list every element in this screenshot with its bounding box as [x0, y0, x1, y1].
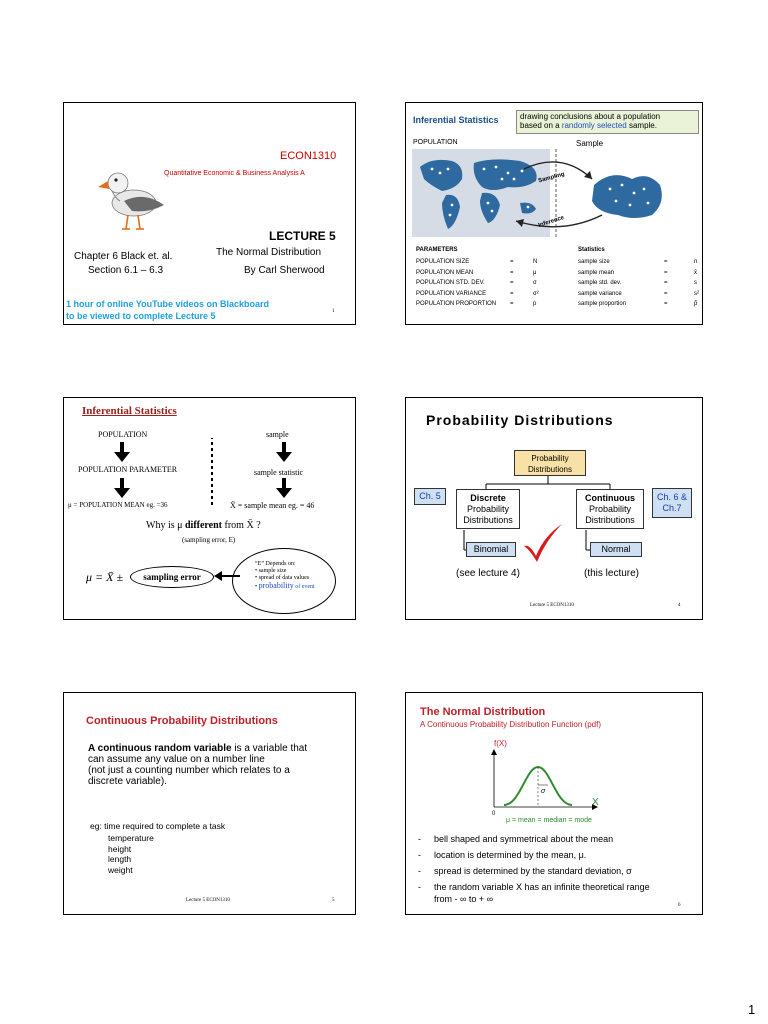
root-box: Probability Distributions	[514, 450, 586, 476]
bullet-dash: -	[418, 834, 421, 844]
equals-sign: =	[510, 259, 514, 265]
normal-box: Normal	[590, 542, 642, 557]
equals-sign: =	[664, 259, 668, 265]
ch5-box: Ch. 5	[414, 488, 446, 505]
slide-page-number: 6	[678, 903, 681, 908]
statistic-symbol: s²	[694, 290, 699, 297]
section-ref: Section 6.1 – 6.3	[88, 265, 164, 276]
puffin-image	[94, 161, 169, 233]
y-axis-label: f(X)	[494, 739, 507, 748]
lecture-author: By Carl Sherwood	[244, 265, 325, 276]
slide-5	[63, 692, 356, 915]
definition-callout	[516, 110, 699, 134]
sample-label: Sample	[576, 139, 604, 148]
equals-sign: =	[664, 301, 668, 307]
inference-arrow-label: Inference	[537, 215, 565, 229]
depends-title: “E” Depends on:	[255, 561, 296, 567]
slide-page-number: 1	[332, 309, 335, 314]
parameter-name: POPULATION VARIANCE	[416, 290, 487, 297]
property-bullet: the random variable X has an infinite theoretical range	[434, 882, 650, 892]
slide-title: Continuous Probability Distributions	[86, 715, 278, 727]
parameter-name: POPULATION STD. DEV.	[416, 280, 485, 286]
ch67-box: Ch. 6 & Ch.7	[652, 488, 692, 518]
slide-2	[405, 102, 703, 325]
property-bullet: spread is determined by the standard deviation, σ	[434, 866, 632, 876]
sampling-arrow-label: Sampling	[537, 171, 566, 185]
slide-footer: Lecture 5 ECON1310	[530, 603, 574, 608]
bullet-dash: -	[418, 850, 421, 860]
continuous-box: Continuous Probability Distributions	[576, 489, 644, 529]
slide-title: Inferential Statistics	[413, 115, 499, 125]
example-list	[108, 833, 154, 875]
callout-line1: drawing conclusions about a population	[520, 112, 661, 121]
discrete-box: Discrete Probability Distributions	[456, 489, 520, 529]
this-lecture-note: (this lecture)	[584, 568, 640, 579]
parameter-symbol: μ	[533, 269, 537, 276]
depends-oval	[232, 548, 336, 614]
origin-label: 0	[492, 811, 496, 817]
sample-statistic-text: sample statistic	[254, 468, 304, 477]
see-lecture-note: (see lecture 4)	[456, 568, 520, 579]
parameter-symbol: σ	[533, 280, 537, 286]
slide-title: Probability Distributions	[426, 412, 614, 428]
statistic-symbol: n	[694, 259, 698, 265]
course-subtitle: Quantitative Economic & Business Analysis A	[164, 170, 305, 177]
population-label: POPULATION	[413, 139, 458, 146]
depends-item: • spread of data values	[255, 575, 310, 581]
binomial-box: Binomial	[466, 542, 516, 557]
example-item: temperature	[108, 833, 154, 843]
equals-sign: =	[664, 280, 668, 286]
lecture-topic: The Normal Distribution	[216, 247, 322, 258]
example-item: height	[108, 843, 132, 854]
error-formula: μ = X̄ ±	[86, 570, 124, 584]
slide-footer: Lecture 5 ECON1310	[186, 898, 230, 903]
bullet-dash: -	[418, 882, 421, 892]
callout-highlight: randomly selected	[561, 121, 627, 130]
property-bullet: location is determined by the mean, μ.	[434, 850, 587, 860]
slide-4	[405, 397, 703, 620]
normal-curve-diagram	[486, 749, 606, 811]
online-note-line2: to be viewed to complete Lecture 5	[66, 311, 216, 321]
depends-item: • sample size	[255, 568, 287, 574]
statistics-header: Statistics	[578, 247, 605, 253]
sampling-error-note: (sampling error, E)	[182, 536, 236, 544]
property-bullet: bell shaped and symmetrical about the mean	[434, 834, 614, 844]
parameter-name: POPULATION MEAN	[416, 269, 474, 276]
depends-item: • probability of event	[255, 581, 315, 590]
slide-page-number: 5	[332, 898, 335, 903]
why-question: Why is μ different from X̄ ?	[146, 520, 261, 531]
slide-1	[63, 102, 356, 325]
equals-sign: =	[510, 290, 514, 297]
equals-sign: =	[664, 290, 668, 297]
definition-text: A continuous random variable is a variable that can assume any value on a number line (not just a counting number which relates to a discrete variable).	[88, 743, 308, 787]
range-line: from - ∞ to + ∞	[434, 894, 494, 904]
parameter-name: POPULATION SIZE	[416, 259, 470, 265]
document-page-number: 1	[748, 1002, 756, 1017]
lecture-number: LECTURE 5	[269, 229, 336, 243]
parameter-name: POPULATION PROPORTION	[416, 301, 497, 307]
slide-title: The Normal Distribution	[420, 706, 546, 718]
population-sample-map	[412, 149, 698, 239]
equals-sign: =	[510, 280, 514, 286]
slide-subtitle: A Continuous Probability Distribution Function (pdf)	[420, 720, 601, 729]
mean-label: μ = mean = median = mode	[506, 817, 592, 824]
statistic-name: sample std. dev.	[578, 280, 622, 286]
chapter-ref: Chapter 6 Black et. al.	[74, 251, 173, 262]
x-axis-label: X	[592, 797, 599, 808]
example-item: length	[108, 854, 132, 864]
checkmark-icon	[520, 522, 564, 564]
mu-definition: μ = POPULATION MEAN eg. =36	[68, 501, 168, 509]
online-note-line1: 1 hour of online YouTube videos on Blackboard	[66, 299, 270, 309]
equals-sign: =	[510, 269, 514, 276]
equals-sign: =	[664, 269, 668, 276]
callout-line2: based on a randomly selected sample.	[520, 121, 657, 130]
sigma-label: σ	[541, 788, 546, 795]
statistic-name: sample mean	[578, 269, 615, 276]
statistic-symbol: p̂	[694, 301, 698, 307]
course-code: ECON1310	[280, 150, 337, 162]
bullet-dash: -	[418, 866, 421, 876]
slide-title: Inferential Statistics	[82, 405, 177, 417]
statistic-symbol: s	[694, 280, 697, 286]
population-text: POPULATION	[98, 430, 148, 439]
slide-page-number: 4	[678, 603, 681, 608]
statistic-symbol: x̄	[694, 269, 697, 276]
parameter-symbol: N	[533, 259, 538, 265]
parameter-symbol: p	[533, 301, 537, 307]
sample-text: sample	[266, 430, 289, 439]
statistic-name: sample size	[578, 259, 610, 265]
parameter-symbol: σ²	[533, 290, 539, 297]
statistic-name: sample proportion	[578, 301, 627, 307]
xbar-definition: X̄ = sample mean eg. = 46	[230, 501, 315, 510]
slide-6	[405, 692, 703, 915]
equals-sign: =	[510, 301, 514, 307]
example-item: weight	[108, 864, 133, 875]
example-text: eg: time required to complete a task	[90, 821, 226, 831]
sampling-error-oval: sampling error	[130, 566, 214, 588]
statistic-name: sample variance	[578, 290, 622, 297]
parameters-header: PARAMETERS	[416, 247, 458, 253]
slide-3	[63, 397, 356, 620]
population-parameter-text: POPULATION PARAMETER	[78, 465, 178, 474]
